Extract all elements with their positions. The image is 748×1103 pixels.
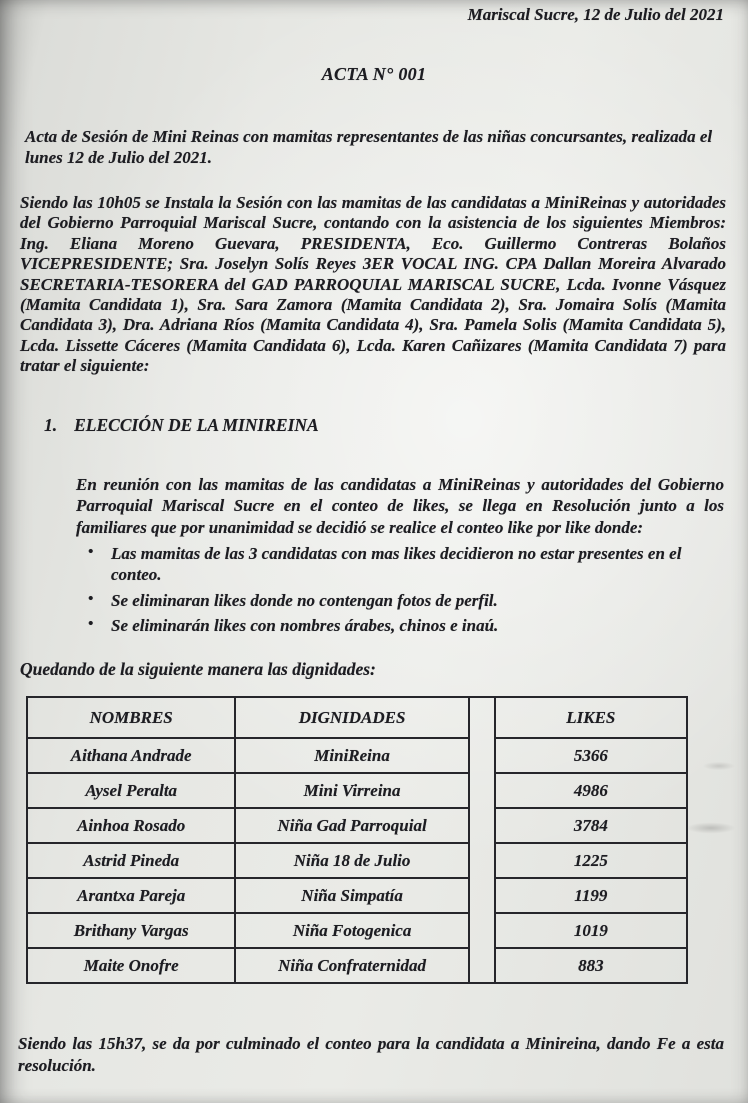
bullet-icon: • bbox=[88, 590, 94, 607]
bullet-item bbox=[86, 590, 728, 611]
table-lead-text: Quedando de la siguiente manera las dignidades: bbox=[20, 659, 376, 679]
table-row bbox=[27, 878, 687, 913]
table-gap-cell bbox=[469, 913, 495, 948]
bullet-text: Se eliminarán likes con nombres árabes, chinos e inaú. bbox=[111, 616, 499, 636]
table-row bbox=[27, 948, 687, 983]
section-heading bbox=[44, 415, 319, 436]
table-cell: 5366 bbox=[495, 738, 687, 773]
table-cell: Niña 18 de Julio bbox=[235, 843, 468, 878]
table-row bbox=[27, 808, 687, 843]
table-cell: Niña Confraternidad bbox=[235, 948, 468, 983]
table-cell: MiniReina bbox=[235, 738, 468, 773]
section-heading-text: ELECCIÓN DE LA MINIREINA bbox=[74, 415, 319, 435]
table-cell: 3784 bbox=[495, 808, 687, 843]
closing-paragraph: Siendo las 15h37, se da por culminado el conteo para la candidata a Minireina, dando Fe a esta resolución. bbox=[18, 1034, 724, 1075]
table-row bbox=[27, 773, 687, 808]
bullet-item bbox=[86, 615, 728, 636]
dignities-table-body bbox=[27, 738, 687, 983]
table-cell: Astrid Pineda bbox=[27, 843, 235, 878]
dignities-table bbox=[26, 696, 688, 984]
table-gap-cell bbox=[469, 773, 495, 808]
table-cell: 1199 bbox=[495, 878, 687, 913]
table-gap-cell bbox=[469, 808, 495, 843]
date-line: Mariscal Sucre, 12 de Julio del 2021 bbox=[467, 5, 724, 24]
header-nombres: NOMBRES bbox=[27, 697, 235, 738]
table-header-row bbox=[27, 697, 687, 738]
table-gap-cell bbox=[469, 843, 495, 878]
table-cell: Brithany Vargas bbox=[27, 913, 235, 948]
section-paragraph: En reunión con las mamitas de las candidatas a MiniReinas y autoridades del Gobierno Parroquial Mariscal Sucre en el conteo de likes, se llega en Resolución junto a los familiares que por unanimidad se decidió se realice el conteo like por like donde: bbox=[76, 475, 724, 537]
table-cell: Niña Gad Parroquial bbox=[235, 808, 468, 843]
table-row bbox=[27, 843, 687, 878]
table-cell: 883 bbox=[495, 948, 687, 983]
table-cell: Mini Virreina bbox=[235, 773, 468, 808]
table-cell: 1225 bbox=[495, 843, 687, 878]
table-gap-cell bbox=[469, 738, 495, 773]
document-title: ACTA N° 001 bbox=[321, 64, 427, 84]
table-cell: 4986 bbox=[495, 773, 687, 808]
header-gap-cell bbox=[469, 697, 495, 738]
table-cell: 1019 bbox=[495, 913, 687, 948]
table-cell: Aysel Peralta bbox=[27, 773, 235, 808]
session-paragraph: Siendo las 10h05 se Instala la Sesión con las mamitas de las candidatas a MiniReinas y autoridades del Gobierno Parroquial Mariscal Sucre, contando con la asistencia de los siguientes Miembros: Ing. Eliana Moreno Guevara, PRESIDENTA, Eco. Guillermo Contreras Bolaños VICEPRESIDENTE; Sra. Joselyn Solís Reyes 3ER VOCAL ING. CPA Dallan Moreira Alvarado SECRETARIA-TESORERA del GAD PARROQUIAL MARISCAL SUCRE, Lcda. Ivonne Vásquez (Mamita Candidata 1), Sra. Sara Zamora (Mamita Candidata 2), Sra. Jomaira Solís (Mamita Candidata 3), Dra. Adriana Ríos (Mamita Candidata 4), Sra. Pamela Solis (Mamita Candidata 5), Lcda. Lissette Cáceres (Mamita Candidata 6), Lcda. Karen Cañizares (Mamita Candidata 7) para tratar el siguiente: bbox=[20, 193, 726, 376]
bullet-item bbox=[86, 543, 728, 586]
header-dignidades: DIGNIDADES bbox=[235, 697, 468, 738]
section-number: 1. bbox=[44, 415, 58, 435]
table-cell: Niña Fotogenica bbox=[235, 913, 468, 948]
resolution-bullet-list bbox=[86, 543, 728, 641]
dignities-table-head bbox=[27, 697, 687, 738]
header-likes: LIKES bbox=[495, 697, 687, 738]
bullet-icon: • bbox=[88, 616, 94, 633]
table-row bbox=[27, 913, 687, 948]
bullet-text: Las mamitas de las 3 candidatas con mas likes decidieron no estar presentes en el conteo. bbox=[111, 544, 682, 585]
table-gap-cell bbox=[469, 878, 495, 913]
bullet-icon: • bbox=[88, 544, 94, 560]
table-gap-cell bbox=[469, 948, 495, 983]
intro-paragraph: Acta de Sesión de Mini Reinas con mamitas representantes de las niñas concursantes, realizada el lunes 12 de Julio del 2021. bbox=[25, 127, 713, 167]
table-row bbox=[27, 738, 687, 773]
scan-smudge bbox=[696, 760, 742, 772]
table-cell: Arantxa Pareja bbox=[27, 878, 235, 913]
table-cell: Aithana Andrade bbox=[27, 738, 235, 773]
bullet-text: Se eliminaran likes donde no contengan fotos de perfil. bbox=[111, 590, 498, 610]
table-cell: Niña Simpatía bbox=[235, 878, 468, 913]
table-cell: Ainhoa Rosado bbox=[27, 808, 235, 843]
table-cell: Maite Onofre bbox=[27, 948, 235, 983]
